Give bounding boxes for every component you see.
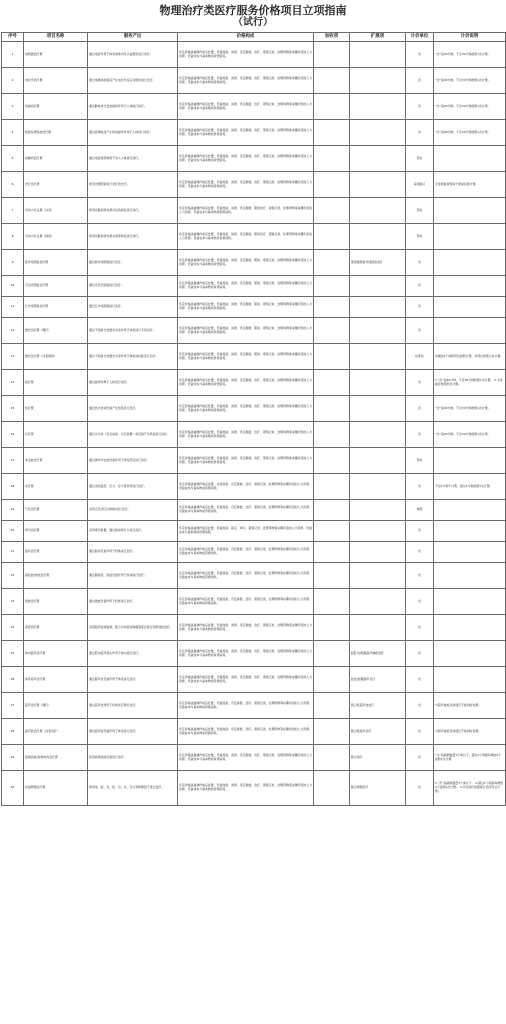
pricing-unit: 部位 (406, 198, 434, 224)
price-composition: 所定价格涵盖操作前后处置，设备准备、消毒、设定参数、治疗、观察记录、处理用物等步骤所需的人力资源、设备成本与基本物质资源消耗。 (178, 370, 314, 396)
extension-item (350, 344, 406, 370)
row-number: 2 (2, 68, 24, 94)
pricing-unit: 次 (406, 42, 434, 68)
item-name: 光动力疗法费（深层） (24, 224, 88, 250)
price-composition: 所定价格涵盖操作前后处置，设备准备、消毒、设定参数、照射治疗、观察记录、处理用物等步骤所需的人力资源、设备成本与基本物质资源消耗。 (178, 224, 314, 250)
row-number: 9 (2, 250, 24, 276)
table-row (2, 172, 506, 198)
item-name: 深部热疗费 (24, 615, 88, 641)
table-row (2, 641, 506, 667)
pricing-note (434, 615, 506, 641)
table-header-row (2, 33, 506, 42)
pricing-note (434, 224, 506, 250)
price-composition: 所定价格涵盖操作前后处置，设备准备、消毒、设定参数、治疗、观察记录、处理用物等步骤所需的人力资源、设备成本与基本物质资源消耗。 (178, 94, 314, 120)
pricing-note (434, 589, 506, 615)
surcharge-item (314, 693, 350, 719)
row-number: 29 (2, 745, 24, 771)
pricing-unit: 次 (406, 542, 434, 563)
pricing-unit: 次 (406, 474, 434, 500)
table-row (2, 771, 506, 806)
row-number: 26 (2, 667, 24, 693)
pricing-unit: 次 (406, 641, 434, 667)
header-surcharge: 加收项 (314, 33, 350, 42)
service-output: 通过超声波设备作用于体表进行治疗。 (88, 667, 178, 693)
pricing-note (434, 641, 506, 667)
service-output: 通过紫外线照射进行治疗。 (88, 250, 178, 276)
pricing-note: 与超声波类其他项目不能同时收费。 (434, 693, 506, 719)
item-name: 冲击波治疗费 (24, 448, 88, 474)
item-name: 电化学治疗费 (24, 68, 88, 94)
item-name: 牵引治疗费 (24, 521, 88, 542)
item-name: 振动治疗费 (24, 542, 88, 563)
pricing-note (434, 521, 506, 542)
price-composition: 所定价格涵盖操作前后处置，设备准备、设定参数、治疗、观察记录、处理用物等步骤所需的人力资源、设备成本与基本物质资源消耗。 (178, 542, 314, 563)
surcharge-item (314, 615, 350, 641)
row-number: 15 (2, 396, 24, 422)
item-name: 光动力疗法费（浅表） (24, 198, 88, 224)
row-number: 16 (2, 422, 24, 448)
extension-item (350, 68, 406, 94)
pricing-unit: 次 (406, 68, 434, 94)
pricing-note: “次”指30分钟，不足30分钟按照1次计费。 (434, 396, 506, 422)
item-name: 红外线照射治疗费 (24, 297, 88, 318)
extension-item (350, 120, 406, 146)
pricing-unit: 次 (406, 250, 434, 276)
extension-item (350, 500, 406, 521)
surcharge-item (314, 198, 350, 224)
price-composition: 所定价格涵盖操作前后处置，设备准备、消毒、设定参数、治疗、观察记录、处理用物等步骤所需的人力资源、设备成本与基本物质资源消耗。 (178, 172, 314, 198)
pricing-note (434, 198, 506, 224)
extension-item (350, 474, 406, 500)
row-number: 11 (2, 297, 24, 318)
surcharge-item (314, 224, 350, 250)
pricing-note: “次”指30分钟，不足30分钟按照1次计费。 (434, 68, 506, 94)
service-output: 通过不同波长的激光光束作用于体表进行无创治疗。 (88, 318, 178, 344)
table-row (2, 198, 506, 224)
table-row (2, 521, 506, 542)
pricing-note: 与超声波类其他项目不能同时收费。 (434, 719, 506, 745)
surcharge-item (314, 521, 350, 542)
price-composition: 所定价格涵盖操作前后处置，设备准备、消毒、设定参数、治疗、观察记录、处理用物等步骤所需的人力资源、设备成本与基本物质资源消耗。 (178, 641, 314, 667)
service-output: 采用正压/负压对肢体进行治疗。 (88, 500, 178, 521)
extension-item (350, 521, 406, 542)
pricing-note: “次”指30分钟，不足30分钟按照1次计费。 (434, 94, 506, 120)
pricing-unit: 次 (406, 719, 434, 745)
table-row (2, 448, 506, 474)
item-name: 磁疗费 (24, 370, 88, 396)
service-output: 通过水的温度、压力、浮力等作用进行治疗。 (88, 474, 178, 500)
service-output: 通过电流使药物离子导入人体进行治疗。 (88, 146, 178, 172)
surcharge-item (314, 396, 350, 422)
service-output: 采用牵引装置，通过施加牵引力进行治疗。 (88, 521, 178, 542)
price-composition: 所定价格涵盖操作前后处置，设备准备、消毒、设定参数、治疗、观察记录、处理用物等步骤所需的人力资源、设备成本与基本物质资源消耗。 (178, 667, 314, 693)
price-composition: 所定价格涵盖操作前后处置，水质准备、设定参数、治疗、观察记录、处理用物等步骤所需的人力资源、设备成本与基本物质资源消耗。 (178, 474, 314, 500)
surcharge-item (314, 297, 350, 318)
table-row (2, 474, 506, 500)
surcharge-item (314, 68, 350, 94)
pricing-note: “次”指30分钟，不足30分钟按照1次计费。 (434, 120, 506, 146)
service-output: 通过红外线照射进行治疗。 (88, 297, 178, 318)
service-output: 通过腔内超声探头作用于体内进行治疗。 (88, 641, 178, 667)
table-row (2, 563, 506, 589)
extension-item (350, 422, 406, 448)
pricing-note: “次”指30分钟，不足30分钟按照1次计费。 (434, 42, 506, 68)
pricing-unit: 每部位 (406, 344, 434, 370)
price-composition: 所定价格涵盖操作前后处置，设备准备、设定参数、治疗、观察记录、处理用物等步骤所需的人力资源、设备成本与基本物质资源消耗。 (178, 563, 314, 589)
price-composition: 所定价格涵盖操作前后处置，设备准备、设定参数、治疗、观察记录、处理用物等步骤所需的人力资源、设备成本与基本物质资源消耗。 (178, 500, 314, 521)
table-row (2, 344, 506, 370)
row-number: 10 (2, 276, 24, 297)
price-composition: 所定价格涵盖操作前后处置，设备准备、消毒、设定参数、照射治疗、观察记录、处理用物等步骤所需的人力资源、设备成本与基本物质资源消耗。 (178, 198, 314, 224)
extension-item: 联合物理治疗 (350, 771, 406, 806)
item-name: 超声波治疗费（浅表治疗） (24, 719, 88, 745)
surcharge-item (314, 563, 350, 589)
pricing-note (434, 276, 506, 297)
item-name: 高频热能/高频电灼治疗费 (24, 745, 88, 771)
service-output: 通过微波设备作用于机体进行治疗。 (88, 589, 178, 615)
extension-item (350, 276, 406, 297)
pricing-note (434, 250, 506, 276)
extension-item (350, 396, 406, 422)
row-number: 6 (2, 172, 24, 198)
price-composition: 所定价格涵盖操作前后处置，设备准备、消毒、设定参数、治疗、观察记录、处理用物等步骤所需的人力资源、设备成本与基本物质资源消耗。 (178, 146, 314, 172)
row-number: 19 (2, 500, 24, 521)
service-output: 通过不同波长的激光光束作用于体表或皮肤进行治疗。 (88, 344, 178, 370)
price-composition: 所定价格涵盖操作前后处置，设备准备、设定参数、治疗、观察记录、处理用物等步骤所需的人力资源、设备成本与基本物质资源消耗。 (178, 719, 314, 745)
service-output: 使用高频热能设备进行治疗。 (88, 745, 178, 771)
pricing-note: 不足1分钟不计费，超过1分钟按照1次计费。 (434, 474, 506, 500)
pricing-unit: 次 (406, 521, 434, 542)
pricing-unit: 次 (406, 276, 434, 297)
pricing-unit: 次 (406, 94, 434, 120)
table-row (2, 719, 506, 745)
pricing-unit: 每照射区 (406, 172, 434, 198)
item-name: 体外超声治疗费 (24, 667, 88, 693)
item-name: 热疗费 (24, 396, 88, 422)
pricing-unit: 部位 (406, 224, 434, 250)
table-row (2, 68, 506, 94)
header-unit: 计价单位 (406, 33, 434, 42)
extension-item: 联合低超声波治疗 (350, 693, 406, 719)
table-row (2, 94, 506, 120)
pricing-unit: 次 (406, 771, 434, 806)
row-number: 7 (2, 198, 24, 224)
table-row (2, 589, 506, 615)
price-composition: 所定价格涵盖操作前后处置，设备准备、消毒、设定参数、治疗、观察记录、处理用物等步骤所需的人力资源、设备成本与基本物质资源消耗。 (178, 422, 314, 448)
extension-item (350, 448, 406, 474)
service-output: 通过体外冲击波设备作用于病变部位进行治疗。 (88, 448, 178, 474)
table-row (2, 693, 506, 719)
surcharge-item (314, 172, 350, 198)
row-number: 23 (2, 589, 24, 615)
price-composition: 所定价格涵盖操作前后处置，设备准备、消毒、设定参数、照射、观察记录、处理用物等步骤所需的人力资源、设备成本与基本物质资源消耗。 (178, 344, 314, 370)
service-output: 通过冷介质（包含冰袋、冷疗装置）或设备产生低温进行治疗。 (88, 422, 178, 448)
extension-item: 联合低超声治疗 (350, 719, 406, 745)
item-name: 体内超声治疗费 (24, 641, 88, 667)
table-row (2, 615, 506, 641)
surcharge-item (314, 250, 350, 276)
pricing-unit: 次 (406, 120, 434, 146)
pricing-note (434, 667, 506, 693)
item-name: 气压治疗费 (24, 500, 88, 521)
table-row (2, 542, 506, 563)
pricing-table (1, 32, 506, 806)
row-number: 20 (2, 521, 24, 542)
table-row (2, 396, 506, 422)
extension-item: 经皮/经腹超声治疗 (350, 667, 406, 693)
price-composition: 所定价格涵盖操作前后处置，设备准备、消毒、设定参数、治疗、观察记录、处理用物等步骤所需的人力资源、设备成本与基本物质资源消耗。 (178, 448, 314, 474)
row-number: 22 (2, 563, 24, 589)
table-row (2, 224, 506, 250)
extension-item (350, 42, 406, 68)
table-row (2, 370, 506, 396)
extension-item: 照射强度紫外线照射治疗 (350, 250, 406, 276)
pricing-unit: 次 (406, 297, 434, 318)
document-subtitle: （试行） (233, 17, 273, 28)
table-row (2, 120, 506, 146)
extension-item (350, 94, 406, 120)
table-row (2, 667, 506, 693)
pricing-note: “次”指病损数量1个或以下，超过1个病损每增加1个按照1次计费。 (434, 745, 506, 771)
service-output: 通过电流作用于体表或体内可兴奋组织进行治疗。 (88, 42, 178, 68)
price-composition: 所定价格涵盖操作前后处置，设备准备、消毒、设定参数、照射、观察记录、处理用物等步骤所需的人力资源、设备成本与基本物质资源消耗。 (178, 250, 314, 276)
item-name: 其他物理治疗费 (24, 771, 88, 806)
service-output: 通过可见光照射进行治疗。 (88, 276, 178, 297)
extension-item (350, 318, 406, 344)
service-output: 通过高频电流产生的电磁场作用于人体进行治疗。 (88, 120, 178, 146)
pricing-note (434, 448, 506, 474)
surcharge-item (314, 771, 350, 806)
row-number: 18 (2, 474, 24, 500)
header-name: 项目名称 (24, 33, 88, 42)
item-name: 可见光照射治疗费 (24, 276, 88, 297)
surcharge-item (314, 500, 350, 521)
pricing-unit: 次 (406, 396, 434, 422)
surcharge-item (314, 448, 350, 474)
row-number: 12 (2, 318, 24, 344)
item-name: 电刺激治疗费 (24, 42, 88, 68)
header-note: 计价说明 (434, 33, 506, 42)
price-composition: 所定价格涵盖操作前后处置，设备准备、设定参数、治疗、观察记录、处理用物等步骤所需的人力资源、设备成本与基本物质资源消耗。 (178, 693, 314, 719)
row-number: 17 (2, 448, 24, 474)
item-name: 激光治疗费（浅表照射） (24, 344, 88, 370)
item-name: 激光治疗费（理疗） (24, 318, 88, 344)
service-output: 通过电极施加直流产生电化学反应对组织进行治疗。 (88, 68, 178, 94)
service-output: 通过静电或交变电磁场作用于人体进行治疗。 (88, 94, 178, 120)
row-number: 14 (2, 370, 24, 396)
service-output: 使用光敏剂和光源对深部病变进行治疗。 (88, 224, 178, 250)
table-row (2, 250, 506, 276)
pricing-note (434, 146, 506, 172)
row-number: 3 (2, 94, 24, 120)
surcharge-item (314, 745, 350, 771)
table-row (2, 745, 506, 771)
surcharge-item (314, 344, 350, 370)
price-composition: 所定价格涵盖操作前后处置，设备准备、消毒、设定参数、照射、观察记录、处理用物等步骤所需的人力资源、设备成本与基本物质资源消耗。 (178, 318, 314, 344)
pricing-note (434, 500, 506, 521)
surcharge-item (314, 276, 350, 297)
service-output: 使用电、磁、光、热、冷、水、压力等物理因子进行治疗。 (88, 771, 178, 806)
item-name: 超短波/短波治疗费 (24, 563, 88, 589)
surcharge-item (314, 422, 350, 448)
price-composition: 所定价格涵盖操作前后处置，设备准备、消毒、设定参数、照射、观察记录、处理用物等步骤所需的人力资源、设备成本与基本物质资源消耗。 (178, 297, 314, 318)
surcharge-item (314, 542, 350, 563)
pricing-note (434, 542, 506, 563)
service-output: 通过超短波、短波设备作用于机体进行治疗。 (88, 563, 178, 589)
pricing-unit: 次 (406, 318, 434, 344)
extension-item (350, 615, 406, 641)
pricing-unit: 次 (406, 370, 434, 396)
extension-item (350, 589, 406, 615)
row-number: 30 (2, 771, 24, 806)
table-row (2, 146, 506, 172)
header-no: 序号 (2, 33, 24, 42)
service-output: 通过超声波作用于机体进行理疗治疗。 (88, 693, 178, 719)
table-row (2, 500, 506, 521)
item-name: 电解质治疗费 (24, 146, 88, 172)
row-number: 27 (2, 693, 24, 719)
item-name: 紫外线照射治疗费 (24, 250, 88, 276)
service-output: 使用光敏剂和光源对浅表病变进行治疗。 (88, 198, 178, 224)
price-composition: 所定价格涵盖操作前后处置，设备准备、消毒、设定参数、治疗、观察记录、处理用物等步骤所需的人力资源、设备成本与基本物质资源消耗。 (178, 745, 314, 771)
extension-item (350, 542, 406, 563)
service-output: 通过磁场作用于人体进行治疗。 (88, 370, 178, 396)
service-output: 使用光源照射进行治疗的光疗。 (88, 172, 178, 198)
surcharge-item (314, 318, 350, 344)
price-composition: 所定价格涵盖操作前后处置，设备准备、消毒、设定参数、治疗、观察记录、处理用物等步骤所需的人力资源、设备成本与基本物质资源消耗。 (178, 120, 314, 146)
extension-item (350, 198, 406, 224)
pricing-unit: 次 (406, 563, 434, 589)
service-output: 通过振动设备作用于机体进行治疗。 (88, 542, 178, 563)
price-composition: 所定价格涵盖操作前后处置，设备准备、固定、牵引、观察记录、处理用物等步骤所需的人力资源、设备成本与基本物质资源消耗。 (178, 521, 314, 542)
pricing-unit: 次 (406, 667, 434, 693)
item-name: 光疗治疗费 (24, 172, 88, 198)
extension-item (350, 172, 406, 198)
extension-item (350, 146, 406, 172)
pricing-note (434, 297, 506, 318)
item-name: 短波及类短波治疗费 (24, 120, 88, 146)
row-number: 25 (2, 641, 24, 667)
row-number: 24 (2, 615, 24, 641)
pricing-unit: 部位 (406, 146, 434, 172)
surcharge-item (314, 94, 350, 120)
pricing-unit: 单肢 (406, 500, 434, 521)
pricing-unit: 次 (406, 422, 434, 448)
row-number: 13 (2, 344, 24, 370)
item-name: 微波治疗费 (24, 589, 88, 615)
surcharge-item (314, 589, 350, 615)
price-composition: 所定价格涵盖操作前后处置，设备准备、消毒、设定参数、治疗、观察记录、处理用物等步骤所需的人力资源、设备成本与基本物质资源消耗。 (178, 68, 314, 94)
service-output: 通过热介质或设备产生热量进行治疗。 (88, 396, 178, 422)
table-row (2, 318, 506, 344)
row-number: 8 (2, 224, 24, 250)
pricing-note: 1.“次”指病损数量1个或以下。 2.超过1个病损每增加1个按照1次计费。 3.多次治疗按照累计治疗时长计费。 (434, 771, 506, 806)
header-composition: 价格构成 (178, 33, 314, 42)
pricing-note (434, 563, 506, 589)
surcharge-item (314, 120, 350, 146)
header-output: 服务产出 (88, 33, 178, 42)
header-extension: 扩展项 (350, 33, 406, 42)
pricing-unit: 次 (406, 693, 434, 719)
price-composition: 所定价格涵盖操作前后处置，设备准备、消毒、设定参数、治疗、观察记录、处理用物等步骤所需的人力资源、设备成本与基本物质资源消耗。 (178, 615, 314, 641)
extension-item: 经腔内/经腹超声辅助治疗 (350, 641, 406, 667)
service-output: 采用超声波或射频，配合冷却液对肿瘤等部位进行深部加热治疗。 (88, 615, 178, 641)
pricing-note (434, 318, 506, 344)
price-composition: 所定价格涵盖操作前后处置，设备准备、设定参数、治疗、观察记录、处理用物等步骤所需的人力资源、设备成本与基本物质资源消耗。 (178, 589, 314, 615)
pricing-note: “次”指30分钟，不足30分钟按照1次计费。 (434, 422, 506, 448)
extension-item: 联合热疗 (350, 745, 406, 771)
price-composition: 所定价格涵盖操作前后处置，设备准备、消毒、设定参数、治疗、观察记录、处理用物等步骤所需的人力资源、设备成本与基本物质资源消耗。 (178, 771, 314, 806)
row-number: 5 (2, 146, 24, 172)
extension-item (350, 563, 406, 589)
table-row (2, 422, 506, 448)
pricing-unit: 次 (406, 615, 434, 641)
row-number: 4 (2, 120, 24, 146)
price-composition: 所定价格涵盖操作前后处置，设备准备、消毒、设定参数、治疗、观察记录、处理用物等步骤所需的人力资源、设备成本与基本物质资源消耗。 (178, 396, 314, 422)
service-output: 通过超声波设备作用于体表进行治疗。 (88, 719, 178, 745)
extension-item (350, 297, 406, 318)
extension-item (350, 224, 406, 250)
surcharge-item (314, 719, 350, 745)
surcharge-item (314, 146, 350, 172)
item-name: 水疗费 (24, 474, 88, 500)
pricing-unit: 次 (406, 589, 434, 615)
surcharge-item (314, 641, 350, 667)
item-name: 电磁治疗费 (24, 94, 88, 120)
row-number: 1 (2, 42, 24, 68)
pricing-note: 全身照射按照每个照射区数计费。 (434, 172, 506, 198)
pricing-unit: 次 (406, 745, 434, 771)
surcharge-item (314, 667, 350, 693)
pricing-unit: 部位 (406, 448, 434, 474)
document-title: 物理治疗类医疗服务价格项目立项指南 (159, 4, 347, 17)
pricing-note: 1.“次”指30分钟，不足30分钟按照1次计费。 2.全身磁疗按照部位计费。 (434, 370, 506, 396)
extension-item (350, 370, 406, 396)
price-composition: 所定价格涵盖操作前后处置，设备准备、消毒、设定参数、治疗、观察记录、处理用物等步骤所需的人力资源、设备成本与基本物质资源消耗。 (178, 42, 314, 68)
surcharge-item (314, 370, 350, 396)
price-composition: 所定价格涵盖操作前后处置，设备准备、消毒、设定参数、照射、观察记录、处理用物等步骤所需的人力资源、设备成本与基本物质资源消耗。 (178, 276, 314, 297)
surcharge-item (314, 42, 350, 68)
row-number: 21 (2, 542, 24, 563)
surcharge-item (314, 474, 350, 500)
table-row (2, 276, 506, 297)
item-name: 超声治疗费（理疗） (24, 693, 88, 719)
item-name: 冷疗费 (24, 422, 88, 448)
row-number: 28 (2, 719, 24, 745)
table-row (2, 297, 506, 318)
table-row (2, 42, 506, 68)
pricing-note: 每增加1个病损部位按照计费，多部位按照合并计算。 (434, 344, 506, 370)
